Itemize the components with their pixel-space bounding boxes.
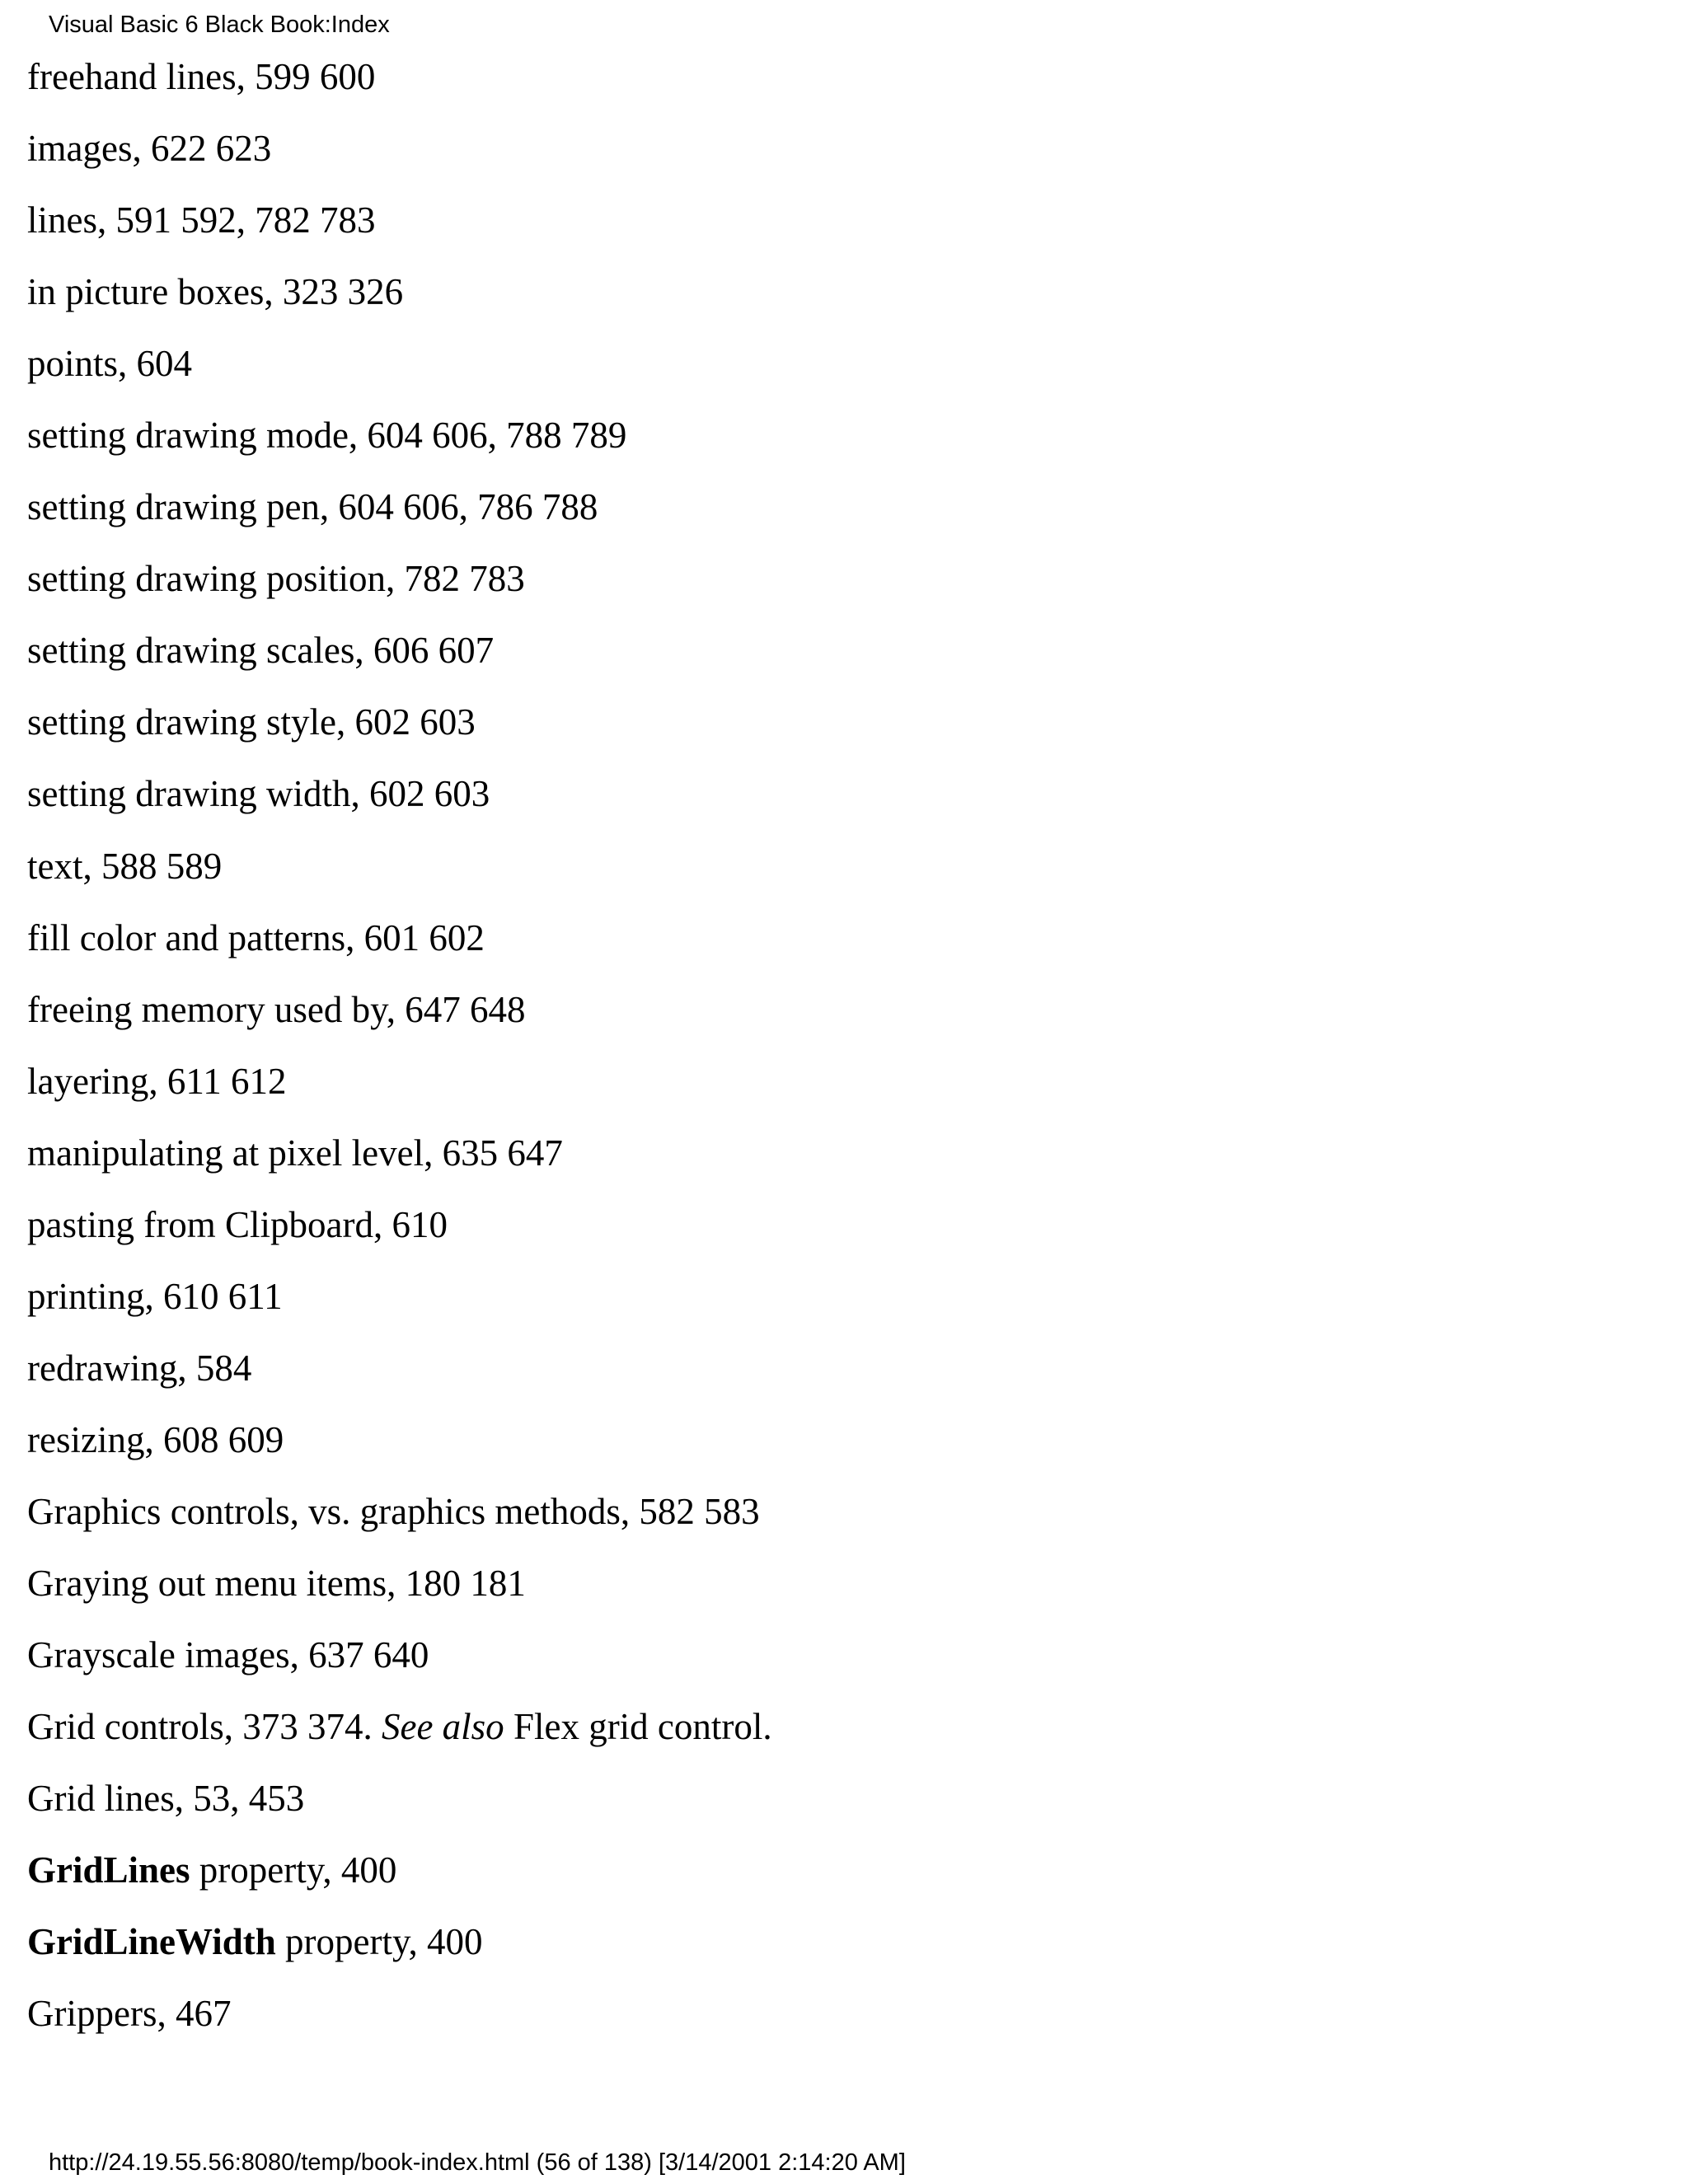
entry-text: setting drawing style, 602 603 bbox=[27, 701, 476, 743]
entry-text: Grid controls, 373 374. bbox=[27, 1706, 382, 1748]
index-entry bbox=[27, 1558, 772, 1630]
index-entry bbox=[27, 697, 772, 769]
entry-text: freehand lines, 599 600 bbox=[27, 56, 376, 97]
entry-text: layering, 611 612 bbox=[27, 1060, 287, 1102]
index-entry bbox=[27, 841, 772, 913]
entry-text: setting drawing mode, 604 606, 788 789 bbox=[27, 415, 627, 457]
entry-text: printing, 610 611 bbox=[27, 1275, 283, 1317]
index-entry bbox=[27, 1630, 772, 1702]
index-entry bbox=[27, 124, 772, 195]
index-entry bbox=[27, 626, 772, 697]
entry-text: Graphics controls, vs. graphics methods, 582 583 bbox=[27, 1490, 760, 1532]
index-entry bbox=[27, 339, 772, 410]
index-entry bbox=[27, 1487, 772, 1558]
index-entry bbox=[27, 52, 772, 124]
index-entry bbox=[27, 1128, 772, 1200]
page-header: Visual Basic 6 Black Book:Index bbox=[49, 12, 390, 38]
entry-text: setting drawing scales, 606 607 bbox=[27, 630, 495, 672]
index-entry bbox=[27, 985, 772, 1057]
index-entry bbox=[27, 1272, 772, 1343]
entry-text: Grippers, 467 bbox=[27, 1993, 232, 2035]
entry-text: freeing memory used by, 647 648 bbox=[27, 988, 526, 1030]
page-footer-url: http://24.19.55.56:8080/temp/book-index.html (56 of 138) [3/14/2001 2:14:20 AM] bbox=[49, 2149, 906, 2176]
entry-text: fill color and patterns, 601 602 bbox=[27, 916, 485, 958]
entry-text: property, 400 bbox=[190, 1849, 397, 1891]
entry-text: pasting from Clipboard, 610 bbox=[27, 1203, 448, 1245]
entry-text: lines, 591 592, 782 783 bbox=[27, 199, 376, 241]
entry-text: Grayscale images, 637 640 bbox=[27, 1634, 429, 1676]
index-entry bbox=[27, 1200, 772, 1272]
index-entry bbox=[27, 913, 772, 985]
index-entry bbox=[27, 1702, 772, 1774]
index-entry bbox=[27, 1343, 772, 1415]
index-entry bbox=[27, 1845, 772, 1917]
entry-text: points, 604 bbox=[27, 343, 193, 385]
index-entries bbox=[27, 52, 772, 2060]
index-entry bbox=[27, 482, 772, 554]
index-entry bbox=[27, 410, 772, 482]
entry-text: images, 622 623 bbox=[27, 128, 272, 170]
index-entry bbox=[27, 1989, 772, 2060]
index-entry bbox=[27, 769, 772, 841]
index-entry bbox=[27, 1415, 772, 1487]
entry-text: in picture boxes, 323 326 bbox=[27, 271, 404, 313]
entry-text: setting drawing width, 602 603 bbox=[27, 773, 490, 815]
entry-text: Grid lines, 53, 453 bbox=[27, 1778, 305, 1820]
entry-text: Graying out menu items, 180 181 bbox=[27, 1562, 526, 1604]
entry-text: setting drawing position, 782 783 bbox=[27, 558, 525, 600]
entry-keyword: GridLines bbox=[27, 1849, 190, 1891]
entry-text: setting drawing pen, 604 606, 786 788 bbox=[27, 486, 598, 528]
entry-text-suffix: Flex grid control. bbox=[504, 1706, 772, 1748]
entry-text: manipulating at pixel level, 635 647 bbox=[27, 1132, 563, 1174]
entry-text: text, 588 589 bbox=[27, 845, 223, 887]
index-entry bbox=[27, 1057, 772, 1128]
index-entry bbox=[27, 554, 772, 626]
entry-text: resizing, 608 609 bbox=[27, 1418, 284, 1460]
entry-see-also: See also bbox=[381, 1706, 504, 1748]
index-entry bbox=[27, 1917, 772, 1989]
entry-keyword: GridLineWidth bbox=[27, 1921, 276, 1963]
entry-text: property, 400 bbox=[275, 1921, 483, 1963]
index-entry bbox=[27, 267, 772, 339]
entry-text: redrawing, 584 bbox=[27, 1347, 252, 1389]
index-entry bbox=[27, 195, 772, 267]
index-entry bbox=[27, 1774, 772, 1845]
